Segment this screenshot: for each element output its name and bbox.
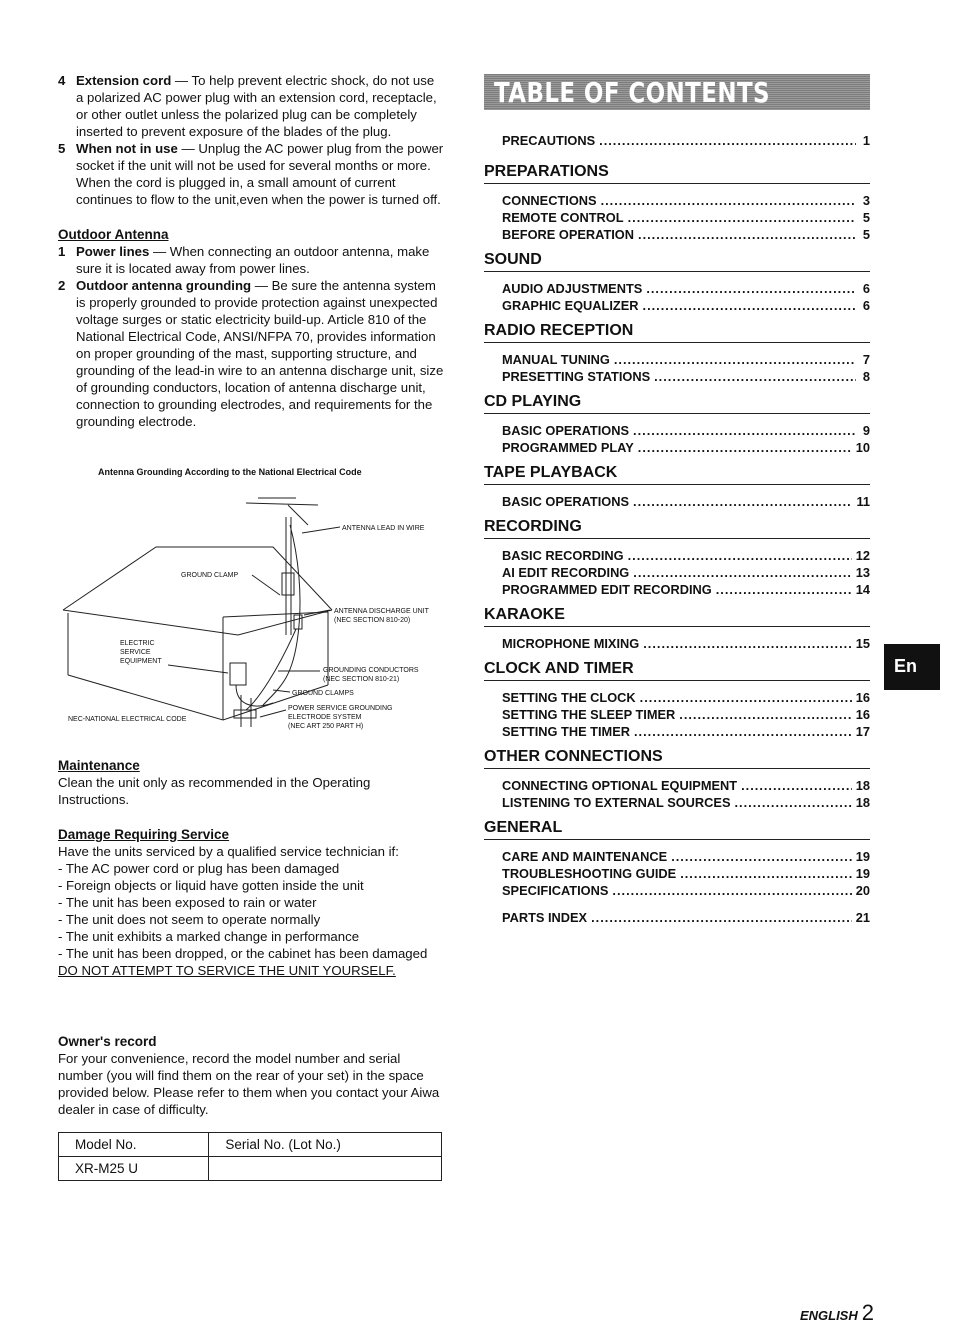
toc-item-label: MICROPHONE MIXING xyxy=(502,636,640,651)
toc-item-label: BASIC RECORDING xyxy=(502,548,624,563)
toc-item-label: SPECIFICATIONS xyxy=(502,883,609,898)
toc-section xyxy=(484,606,870,652)
toc-section-heading: RECORDING xyxy=(484,518,870,539)
left-column xyxy=(58,72,444,1181)
toc-item-label: SETTING THE TIMER xyxy=(502,724,630,739)
toc-section-heading: GENERAL xyxy=(484,819,870,840)
toc-item-label: CONNECTING OPTIONAL EQUIPMENT xyxy=(502,778,738,793)
toc-item[interactable] xyxy=(484,794,870,811)
toc-item-label: BEFORE OPERATION xyxy=(502,227,635,242)
toc-item-label: CARE AND MAINTENANCE xyxy=(502,849,668,864)
toc-item-label: PROGRAMMED EDIT RECORDING xyxy=(502,582,712,597)
toc-item[interactable] xyxy=(484,422,870,439)
toc-item[interactable] xyxy=(484,493,870,510)
toc-section xyxy=(484,163,870,243)
toc-section xyxy=(484,322,870,385)
toc-item-label: GRAPHIC EQUALIZER xyxy=(502,298,639,313)
toc-section-heading: SOUND xyxy=(484,251,870,272)
label-power-service: POWER SERVICE GROUNDING xyxy=(288,705,393,712)
maintenance-text: Clean the unit only as recommended in the Operating Instructions. xyxy=(58,775,371,807)
toc-item-page: 18 xyxy=(855,795,870,810)
toc-item-label: AUDIO ADJUSTMENTS xyxy=(502,281,643,296)
model-header: Model No. xyxy=(59,1133,209,1157)
toc-item[interactable] xyxy=(484,280,870,297)
toc-item-page: 10 xyxy=(855,440,870,455)
toc-item-label: TROUBLESHOOTING GUIDE xyxy=(502,866,677,881)
toc-item[interactable] xyxy=(484,882,870,899)
toc-item-page: 20 xyxy=(855,883,870,898)
toc-item-page: 11 xyxy=(856,494,870,509)
toc-item-label: AI EDIT RECORDING xyxy=(502,565,630,580)
safety-item-text: — To help prevent electric shock, do not use a polarized AC power plug with an extension cord, receptacle, or other outlet unless the polarized plug can be completely inserted to prevent exposure of the blades of the plug. xyxy=(76,73,437,139)
toc-item-label: PRESETTING STATIONS xyxy=(502,369,651,384)
toc-item-label: CONNECTIONS xyxy=(502,193,597,208)
safety-item: 4 Extension cord — To help prevent electric shock, do not use a polarized AC power plug with an extension cord, receptacle, or other outlet unless the polarized plug can be completely inserted to prevent exposure of the blades of the plug. xyxy=(58,73,437,139)
toc-item[interactable] xyxy=(484,547,870,564)
toc-item[interactable] xyxy=(484,777,870,794)
toc-item[interactable] xyxy=(484,848,870,865)
toc-sections xyxy=(484,163,870,899)
safety-item: 5 When not in use — Unplug the AC power plug from the power socket if the unit will not be used for several months or more. When the cord is plugged in, a small amount of current continues to flow to the unit,even when the power is turned off. xyxy=(58,141,444,207)
serial-value xyxy=(209,1157,442,1181)
toc-item-page: 16 xyxy=(855,690,870,705)
toc-section-heading: CLOCK AND TIMER xyxy=(484,660,870,681)
toc-item-page: 6 xyxy=(862,281,870,296)
toc-item-page: 13 xyxy=(855,565,870,580)
antenna-grounding-diagram xyxy=(58,495,444,745)
toc-section-heading: PREPARATIONS xyxy=(484,163,870,184)
toc-item[interactable] xyxy=(484,351,870,368)
toc-item[interactable] xyxy=(484,564,870,581)
label-ground-clamp: GROUND CLAMP xyxy=(181,572,239,579)
table-row xyxy=(59,1157,442,1181)
toc-item-label: PROGRAMMED PLAY xyxy=(502,440,634,455)
toc-section-heading: KARAOKE xyxy=(484,606,870,627)
toc-item-page: 18 xyxy=(855,778,870,793)
outdoor-antenna-heading: Outdoor Antenna xyxy=(58,227,169,242)
toc-item[interactable] xyxy=(484,226,870,243)
label-electrode-system: ELECTRODE SYSTEM xyxy=(288,714,362,721)
toc-item-page: 5 xyxy=(862,210,870,225)
toc-section xyxy=(484,819,870,899)
label-nec-art: (NEC ART 250 PART H) xyxy=(288,723,364,730)
toc-item-page: 21 xyxy=(855,910,870,925)
owners-record-text: For your convenience, record the model number and serial number (you will find them on the rear of your set) in the space provided below. Please refer to them when you contact your Aiwa dealer in case of difficulty. xyxy=(58,1051,440,1117)
toc-item[interactable] xyxy=(484,439,870,456)
diagram-caption: Antenna Grounding According to the National Electrical Code xyxy=(98,467,362,477)
safety-item-text: — Unplug the AC power plug from the power socket if the unit will not be used for several months or more. When the cord is plugged in, a small amount of current continues to flow to the unit,even when the power is turned off. xyxy=(76,141,444,207)
label-equipment: EQUIPMENT xyxy=(120,658,162,665)
owners-record-heading: Owner's record xyxy=(58,1034,157,1049)
toc-item-label: PARTS INDEX xyxy=(502,910,588,925)
list-item: - The unit does not seem to operate normally xyxy=(58,912,321,927)
toc-item-parts-index[interactable] xyxy=(484,909,870,926)
list-item: - The AC power cord or plug has been damaged xyxy=(58,861,340,876)
toc-section xyxy=(484,748,870,811)
toc-item-page: 1 xyxy=(862,133,870,148)
safety-item-title: Extension cord xyxy=(76,73,172,88)
damage-heading: Damage Requiring Service xyxy=(58,827,230,842)
label-ground-clamps: GROUND CLAMPS xyxy=(292,690,354,697)
toc-item-page: 12 xyxy=(855,548,870,563)
toc-item[interactable] xyxy=(484,368,870,385)
toc-item-page: 6 xyxy=(862,298,870,313)
toc-item[interactable] xyxy=(484,581,870,598)
table-of-contents xyxy=(484,74,870,944)
toc-banner xyxy=(484,74,870,110)
page-number: 2 xyxy=(861,1300,874,1325)
label-service: SERVICE xyxy=(120,649,151,656)
serial-header: Serial No. (Lot No.) xyxy=(209,1133,442,1157)
toc-item-label: BASIC OPERATIONS xyxy=(502,494,630,509)
label-discharge-unit: ANTENNA DISCHARGE UNIT xyxy=(334,608,429,615)
toc-item[interactable] xyxy=(484,723,870,740)
antenna-item: 1 Power lines — When connecting an outdoor antenna, make sure it is located away from power lines. xyxy=(58,244,430,276)
toc-item-page: 15 xyxy=(855,636,870,651)
toc-item[interactable] xyxy=(484,635,870,652)
toc-item-label: BASIC OPERATIONS xyxy=(502,423,630,438)
maintenance-heading: Maintenance xyxy=(58,758,140,773)
label-nec: NEC-NATIONAL ELECTRICAL CODE xyxy=(68,716,187,723)
toc-item-precautions[interactable] xyxy=(484,132,870,149)
label-antenna-lead: ANTENNA LEAD IN WIRE xyxy=(342,525,425,532)
toc-item-page: 16 xyxy=(855,707,870,722)
label-grounding-conductors: GROUNDING CONDUCTORS xyxy=(323,667,419,674)
footer-language: ENGLISH xyxy=(799,1308,858,1323)
toc-item-page: 17 xyxy=(855,724,870,739)
toc-item-page: 19 xyxy=(855,866,870,881)
safety-item-title: When not in use xyxy=(76,141,178,156)
list-item: - The unit has been exposed to rain or water xyxy=(58,895,317,910)
toc-item-page: 9 xyxy=(862,423,870,438)
antenna-list xyxy=(58,243,444,430)
owners-record-table xyxy=(58,1132,442,1181)
toc-item[interactable] xyxy=(484,209,870,226)
damage-intro: Have the units serviced by a qualified service technician if: xyxy=(58,844,399,859)
list-item: - The unit has been dropped, or the cabinet has been damaged xyxy=(58,946,428,961)
toc-item[interactable] xyxy=(484,706,870,723)
toc-item-label: SETTING THE SLEEP TIMER xyxy=(502,707,676,722)
toc-item[interactable] xyxy=(484,865,870,882)
list-item: - Foreign objects or liquid have gotten inside the unit xyxy=(58,878,364,893)
toc-item[interactable] xyxy=(484,192,870,209)
toc-section xyxy=(484,660,870,740)
toc-item-label: PRECAUTIONS xyxy=(502,133,596,148)
toc-item-page: 7 xyxy=(862,352,870,367)
toc-item[interactable] xyxy=(484,689,870,706)
toc-item-page: 3 xyxy=(862,193,870,208)
toc-item-label: LISTENING TO EXTERNAL SOURCES xyxy=(502,795,731,810)
safety-list xyxy=(58,72,444,208)
toc-title: TABLE OF CONTENTS xyxy=(494,76,770,109)
toc-section xyxy=(484,393,870,456)
toc-section-heading: OTHER CONNECTIONS xyxy=(484,748,870,769)
toc-section xyxy=(484,464,870,510)
toc-item-page: 14 xyxy=(855,582,870,597)
toc-item-label: MANUAL TUNING xyxy=(502,352,610,367)
toc-item-label: REMOTE CONTROL xyxy=(502,210,624,225)
toc-section-heading: RADIO RECEPTION xyxy=(484,322,870,343)
toc-item-page: 19 xyxy=(855,849,870,864)
toc-item-label: SETTING THE CLOCK xyxy=(502,690,636,705)
language-tab: En xyxy=(884,644,940,690)
model-value: XR-M25 U xyxy=(59,1157,209,1181)
label-electric: ELECTRIC xyxy=(120,640,155,647)
list-item: - The unit exhibits a marked change in performance xyxy=(58,929,360,944)
antenna-item: 2 Outdoor antenna grounding — Be sure the antenna system is properly grounded to provide protection against unexpected voltage surges or static electricity build-up. Article 810 of the National Electrical Code, ANSI/NFPA 70, provides information on proper grounding of the mast, supporting structure, and grounding of the lead-in wire to an antenna discharge unit, size of grounding conductors, location of antenna discharge unit, connection to grounding electrodes, and requirements for the grounding electrode. xyxy=(58,278,444,429)
service-warning: DO NOT ATTEMPT TO SERVICE THE UNIT YOURSELF. xyxy=(58,963,396,978)
toc-section-heading: CD PLAYING xyxy=(484,393,870,414)
toc-section xyxy=(484,518,870,598)
page-footer xyxy=(800,1300,874,1326)
toc-item-page: 5 xyxy=(862,227,870,242)
toc-item-page: 8 xyxy=(862,369,870,384)
label-grounding-section: (NEC SECTION 810-21) xyxy=(323,676,400,683)
toc-section xyxy=(484,251,870,314)
toc-section-heading: TAPE PLAYBACK xyxy=(484,464,870,485)
label-discharge-section: (NEC SECTION 810-20) xyxy=(334,617,411,624)
damage-list xyxy=(58,860,444,962)
toc-item[interactable] xyxy=(484,297,870,314)
table-row xyxy=(59,1133,442,1157)
